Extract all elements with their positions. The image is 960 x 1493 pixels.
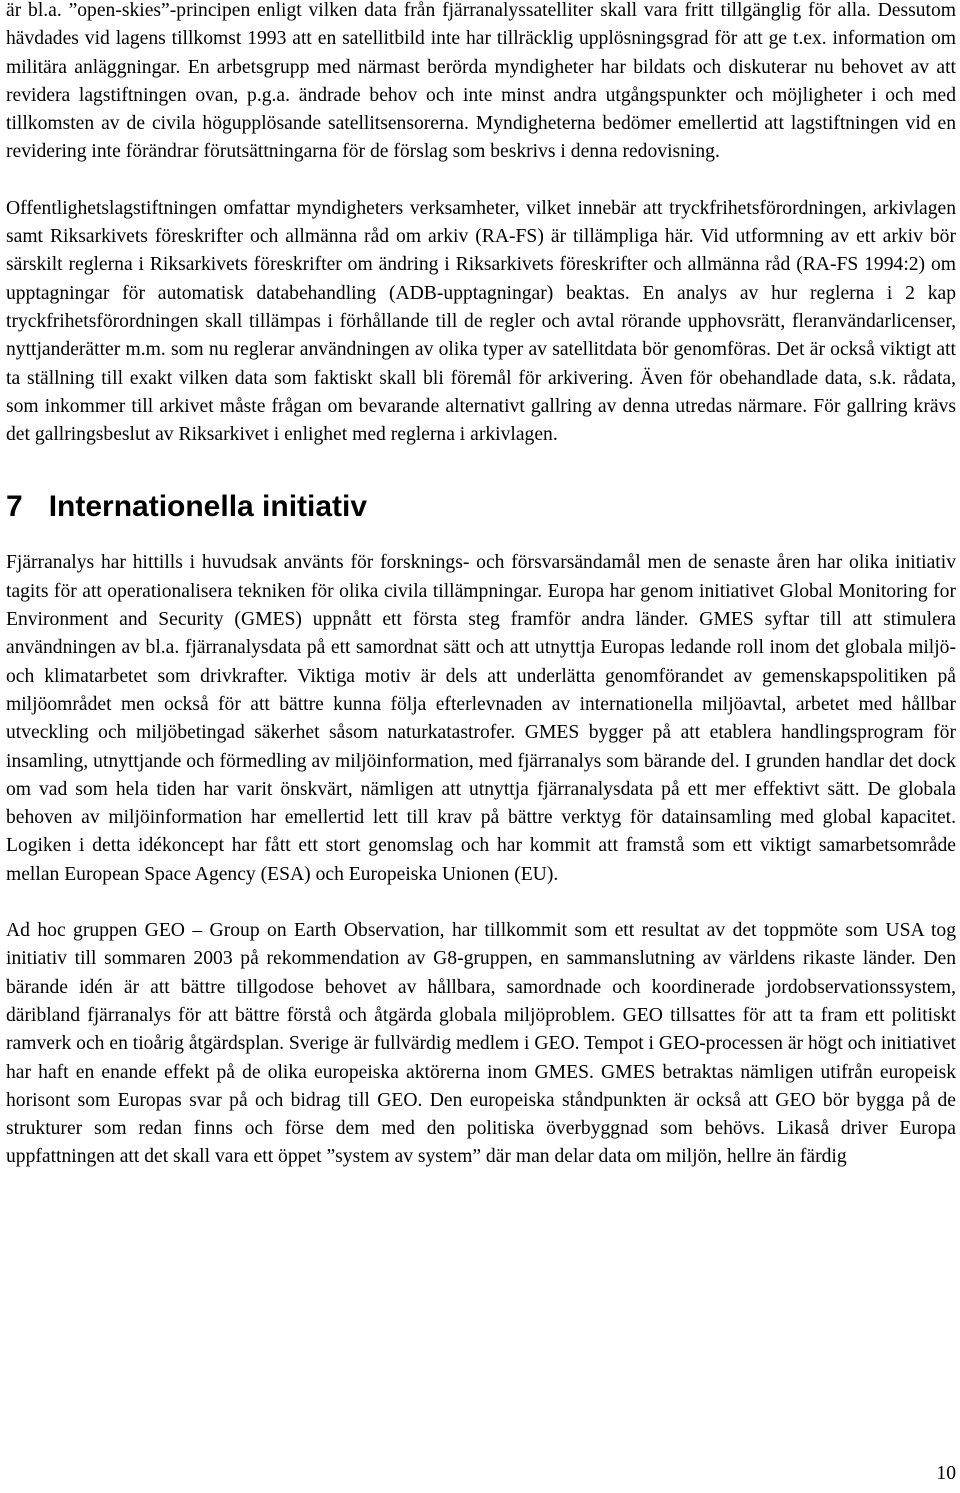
paragraph-geo: Ad hoc gruppen GEO – Group on Earth Observation, har tillkommit som ett resultat av det toppmöte som USA tog initiativ till sommaren 2003 på rekommendation av G8-gruppen, en sammanslutning av världens rikaste länder. Den bärande idén är att bättre tillgodose behovet av hållbara, samordnade och koordinerade jordobservationssystem, däribland fjärranalys för att bättre förstå och åtgärda globala miljöproblem. GEO tillsattes för att ta fram ett politiskt ramverk och en tioårig åtgärdsplan. Sverige är fullvärdig medlem i GEO. Tempot i GEO-processen är högt och initiativet har haft en enande effekt på de olika europeiska aktörerna inom GMES. GMES betraktas nämligen utifrån europeisk horisont som Europas svar på och bidrag till GEO. Den europeiska ståndpunkten är också att GEO bör bygga på de strukturer som redan finns och förse dem med den politiska överbyggnad som behövs. Likaså driver Europa uppfattningen att det skall vara ett öppet ”system av system” där man delar data om miljön, hellre än färdig — [6, 920, 956, 1168]
paragraph-open-skies: är bl.a. ”open-skies”-principen enligt vilken data från fjärranalyssatelliter skall vara fritt tillgänglig för alla. Dessutom hävdades vid lagens tillkomst 1993 att en satellitbild inte har tillräcklig upplösningsgrad för att ge t.ex. information om militära anläggningar. En arbetsgrupp med närmast berörda myndigheter har bildats och diskuterar nu behovet av att revidera lagstiftningen ovan, p.g.a. ändrade behov och inte minst andra utgångspunkter och möjligheter i och med tillkomsten av de civila högupplösande satellitsensorerna. Myndigheterna bedömer emellertid att lagstiftningen vid en revidering inte förändrar förutsättningarna för de förslag som beskrivs i denna redovisning. — [6, 0, 956, 163]
document-page — [6, 0, 956, 1172]
page-number: 10 — [936, 1463, 956, 1484]
section-title: Internationella initiativ — [48, 490, 368, 524]
section-heading — [6, 489, 956, 525]
paragraph-offentlighetslagstiftning: Offentlighetslagstiftningen omfattar myndigheters verksamheter, vilket innebär att tryckfrihetsförordningen, arkivlagen samt Riksarkivets föreskrifter och allmänna råd om arkiv (RA-FS) är tillämpliga här. Vid utformning av ett arkiv bör särskilt reglerna i Riksarkivets föreskrifter om ändring i Riksarkivets föreskrifter och allmänna råd (RA-FS 1994:2) om upptagningar för automatisk databehandling (ADB-upptagningar) beaktas. En analys av hur reglerna i 2 kap tryckfrihetsförordningen skall tillämpas i förhållande till de regler och avtal rörande upphovsrätt, fleranvändarlicenser, nyttjanderätter m.m. som nu reglerar användningen av olika typer av satellitdata bör genomföras. Det är också viktigt att ta ställning till exakt vilken data som faktiskt skall bli föremål för arkivering. Även för obehandlade data, s.k. rådata, som inkommer till arkivet måste frågan om bevarande alternativt gallring av denna utredas närmare. För gallring krävs det gallringsbeslut av Riksarkivet i enlighet med reglerna i arkivlagen. — [6, 197, 956, 446]
paragraph-gmes: Fjärranalys har hittills i huvudsak använts för forsknings- och försvarsändamål men de senaste åren har olika initiativ tagits för att operationalisera tekniken för olika civila tillämpningar. Europa har genom initiativet Global Monitoring for Environment and Security (GMES) uppnått ett första steg framför andra länder. GMES syftar till att stimulera användningen av bl.a. fjärranalysdata på ett samordnat sätt och att utnyttja Europas ledande roll inom det globala miljö- och klimatarbetet som drivkrafter. Viktiga motiv är dels att underlätta genomförandet av gemenskapspolitiken på miljöområdet men också för att bättre kunna följa efterlevnaden av internationella miljöavtal, arbetet med hållbar utveckling och miljöbetingad säkerhet såsom naturkatastrofer. GMES bygger på att etablera handlingsprogram för insamling, utnyttjande och förmedling av miljöinformation, med fjärranalys som bärande del. I grunden handlar det dock om vad som hela tiden har varit önskvärt, nämligen att utnyttja fjärranalysdata på ett mer effektivt sätt. De globala behoven av miljöinformation har emellertid lett till krav på bättre verktyg för datainsamling med global kapacitet. Logiken i detta idékoncept har fått ett stort genomslag och har kommit att framstå som ett viktigt samarbetsområde mellan European Space Agency (ESA) och Europeiska Unionen (EU). — [6, 552, 956, 885]
section-number: 7 — [6, 490, 23, 524]
